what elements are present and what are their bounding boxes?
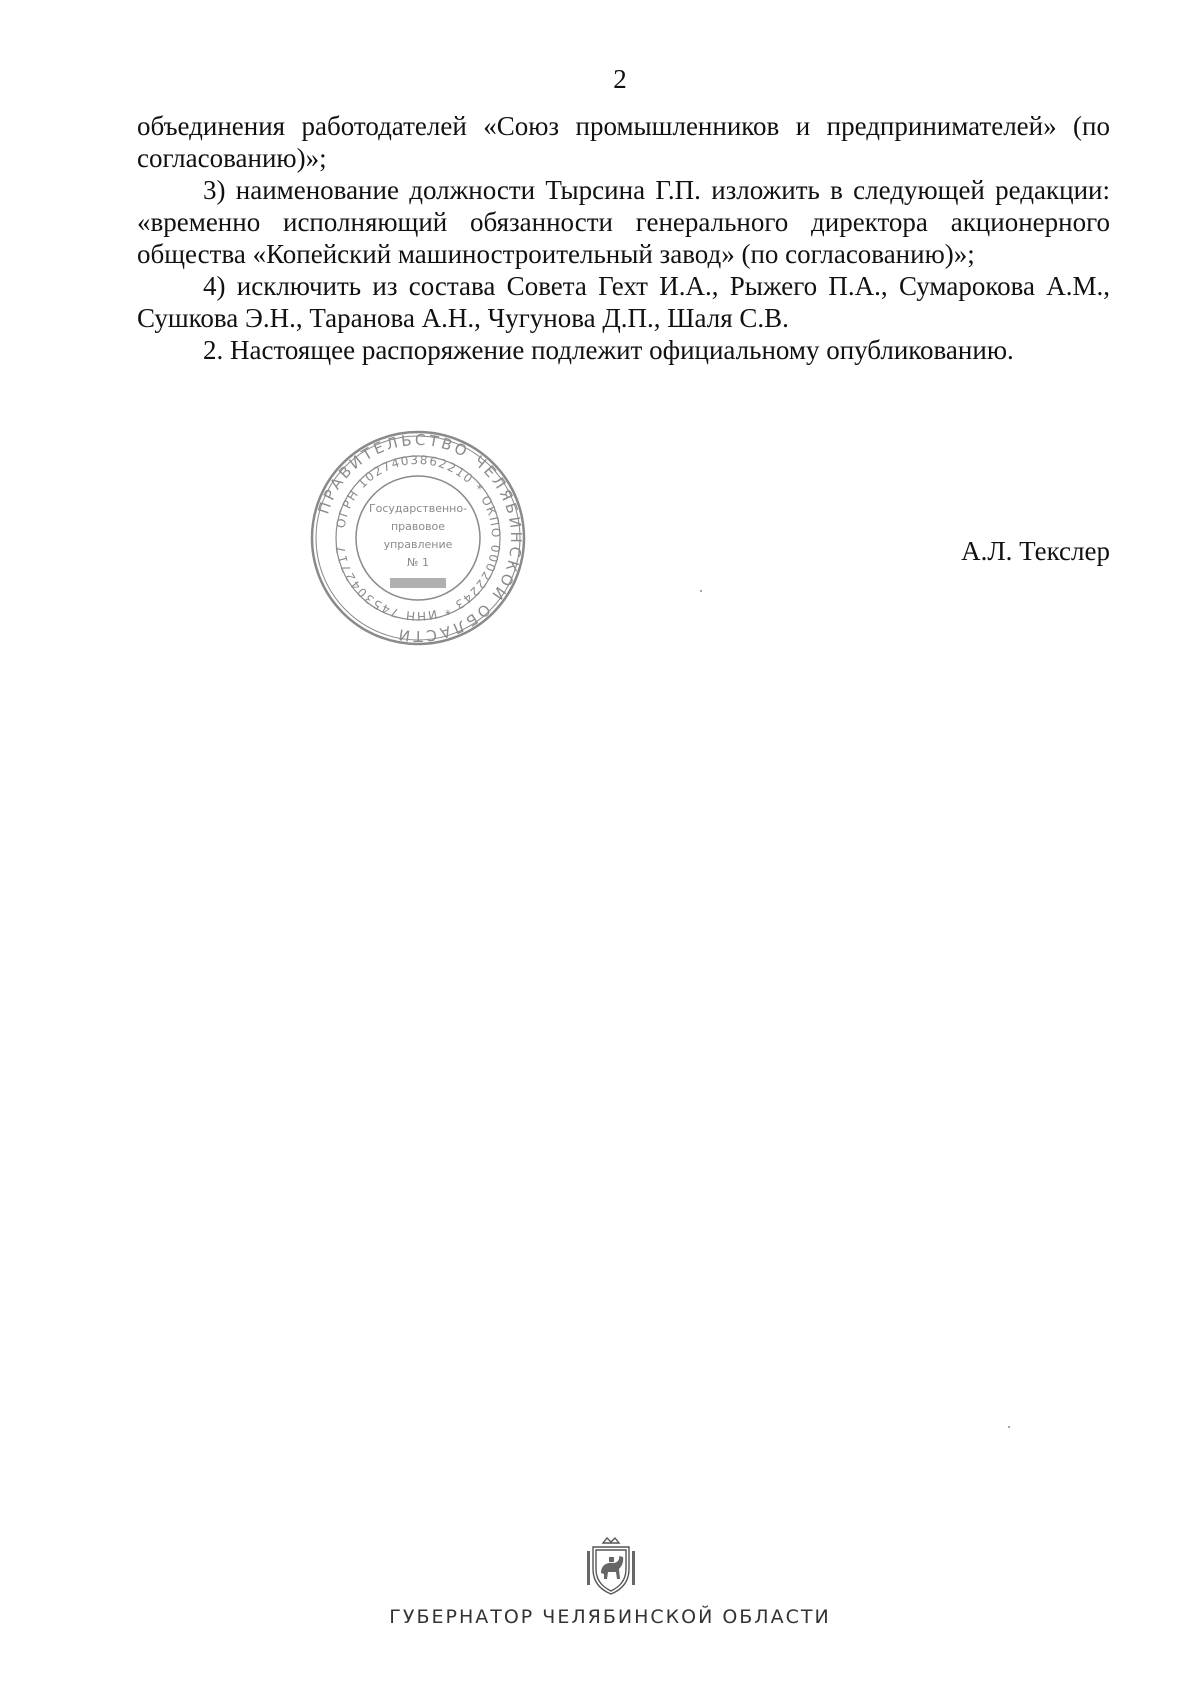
paragraph-item-4: 4) исключить из состава Совета Гехт И.А., Рыжего П.А., Сумарокова А.М., Сушкова Э.Н., Таранова А.Н., Чугунова Д.П., Шаля С.В. [137, 271, 1110, 333]
scan-speck [700, 590, 702, 592]
stamp-inner-text: ОГРН 1027403862210 * ОКПО 00022243 * ИНН 7453042717 [333, 452, 504, 624]
signature-name: А.Л. Текслер [961, 536, 1110, 566]
footer-title: ГУБЕРНАТОР ЧЕЛЯБИНСКОЙ ОБЛАСТИ [389, 1606, 831, 1628]
paragraph-item-3: 3) наименование должности Тырсина Г.П. изложить в следующей редакции: «временно исполняющий обязанности генерального директора акционерного общества «Копейский машиностроительный завод» (по согласованию)»; [137, 175, 1110, 269]
official-seal-stamp [308, 428, 528, 648]
stamp-outer-text: ПРАВИТЕЛЬСТВО ЧЕЛЯБИНСКОЙ ОБЛАСТИ [314, 430, 526, 646]
stamp-center-line-4: № 1 [407, 556, 429, 569]
stamp-center-line-2: правовое [390, 520, 446, 533]
document-body [137, 110, 1110, 366]
stamp-center-line-3: управление [383, 538, 453, 551]
stamp-band [390, 578, 446, 588]
scan-speck [1008, 1426, 1010, 1428]
paragraph-continuation: объединения работодателей «Союз промышленников и предпринимателей» (по согласованию)»; [137, 111, 1110, 173]
page-number: 2 [613, 64, 627, 94]
chelyabinsk-coat-of-arms-icon [581, 1535, 641, 1597]
stamp-center-line-1: Государственно- [368, 502, 468, 515]
paragraph-publication: 2. Настоящее распоряжение подлежит официальному опубликованию. [203, 335, 1014, 365]
